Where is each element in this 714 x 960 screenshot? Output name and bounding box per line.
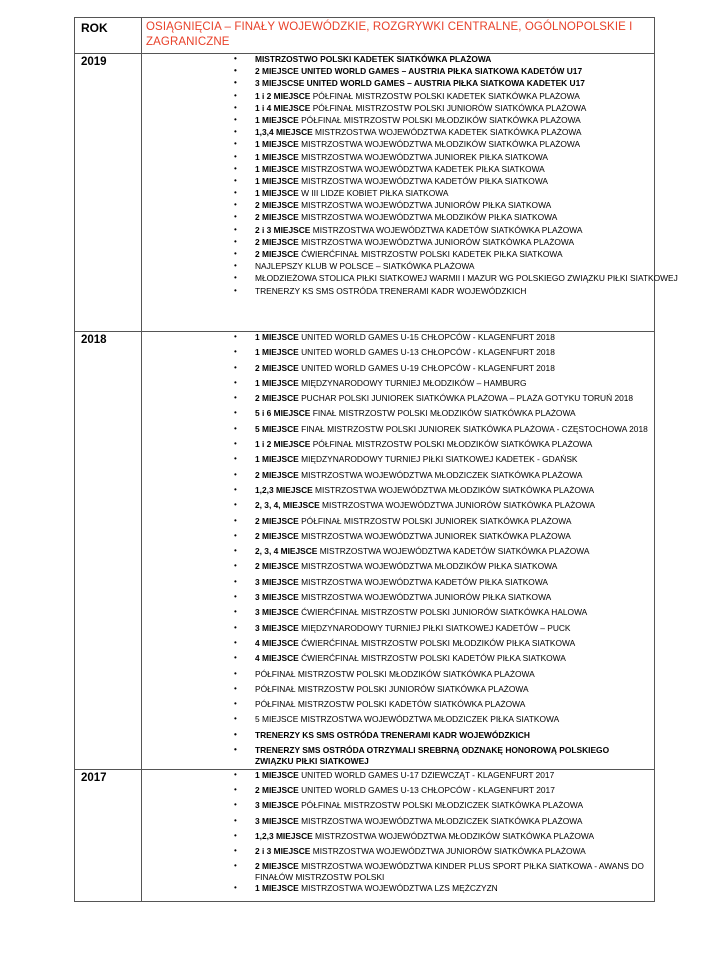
bullet-icon: • [234, 815, 237, 825]
list-item [142, 816, 654, 831]
list-item [142, 669, 654, 684]
achievement-description: PÓŁFINAŁ MISTRZOSTW POLSKI JUNIORÓW SIATKÓWKA PLAŻOWA [255, 683, 529, 694]
list-item [142, 225, 654, 237]
list-item [142, 745, 654, 769]
achievement-description: PÓŁFINAŁ MISTRZOSTW POLSKI JUNIOREK SIATKÓWKA PLAŻOWA [298, 515, 572, 526]
bullet-icon: • [234, 729, 237, 739]
list-item [142, 883, 654, 898]
achievement-placement: 2 MIEJSCE [255, 200, 299, 211]
bullet-icon: • [234, 668, 237, 678]
achievement-placement: 1 MIEJSCE [255, 175, 299, 186]
achievement-placement: 5 i 6 MIEJSCE [255, 408, 311, 419]
achievement-placement: 2 MIEJSCE [255, 515, 299, 526]
bullet-icon: • [234, 576, 237, 586]
bullet-icon: • [234, 683, 237, 693]
list-item [142, 408, 654, 423]
bullet-icon: • [234, 362, 237, 372]
achievement-placement: 1,2,3 MIEJSCE [255, 830, 313, 841]
bullet-icon: • [234, 377, 237, 387]
achievement-description: TRENERZY KS SMS OSTRÓDA TRENERAMI KADR WOJEWÓDZKICH [255, 285, 527, 296]
achievement-placement: TRENERZY KS SMS OSTRÓDA TRENERAMI KADR WOJEWÓDZKICH [255, 729, 530, 740]
achievement-placement: 1 MIEJSCE [255, 332, 299, 342]
achievement-description: FINAŁ MISTRZOSTW POLSKI JUNIOREK SIATKÓWKA PLAŻOWA - CZĘSTOCHOWA 2018 [298, 423, 648, 434]
list-item [142, 846, 654, 861]
achievement-placement: 2 MIEJSCE [255, 469, 299, 480]
bullet-icon: • [234, 530, 237, 540]
achievement-description: MISTRZOSTWA WOJEWÓDZTWA MŁODZIKÓW SIATKÓWKA PLAŻOWA [298, 139, 581, 150]
achievement-description: PÓŁFINAŁ MISTRZOSTW POLSKI MŁODZIKÓW SIATKÓWKA PLAŻOWA [255, 668, 535, 679]
bullet-icon: • [234, 54, 237, 63]
header-title-cell [142, 18, 655, 54]
bullet-icon: • [234, 515, 237, 525]
list-item [142, 286, 654, 298]
achievement-description: 5 MIEJSCE MISTRZOSTWA WOJEWÓDZTWA MŁODZICZEK PIŁKA SIATKOWA [255, 714, 560, 725]
achievement-description: UNITED WORLD GAMES U-19 CHŁOPCÓW - KLAGENFURT 2018 [298, 362, 555, 373]
list-item [142, 237, 654, 249]
bullet-icon: • [234, 561, 237, 571]
bullet-icon: • [234, 546, 237, 556]
bullet-icon: • [234, 139, 237, 149]
list-item [142, 200, 654, 212]
year-label: 2018 [81, 334, 107, 346]
achievement-placement: 2 i 3 MIEJSCE [255, 845, 311, 856]
bullet-icon: • [234, 845, 237, 855]
list-item [142, 714, 654, 729]
achievement-placement: 2 MIEJSCE [255, 393, 299, 404]
list-item [142, 561, 654, 576]
list-item [142, 115, 654, 127]
achievement-description: MISTRZOSTWA WOJEWÓDZTWA JUNIORÓW SIATKÓWKA PLAŻOWA [310, 845, 586, 856]
achievement-placement: 4 MIEJSCE [255, 653, 299, 664]
achievement-placement: 1 i 2 MIEJSCE [255, 439, 311, 450]
achievements-cell [142, 770, 655, 902]
achievement-description: MISTRZOSTWA WOJEWÓDZTWA JUNIORÓW SIATKÓWKA PLAŻOWA [319, 500, 595, 511]
bullet-icon: • [234, 332, 237, 341]
achievement-description: UNITED WORLD GAMES U-13 CHŁOPCÓW - KLAGENFURT 2017 [298, 785, 555, 796]
achievement-description: MISTRZOSTWA WOJEWÓDZTWA KINDER PLUS SPORT PIŁKA SIATKOWA - AWANS DO FINAŁÓW MISTRZOSTW POLSKI [255, 861, 644, 882]
bullet-icon: • [234, 78, 237, 88]
bullet-icon: • [234, 66, 237, 76]
list-item [142, 638, 654, 653]
achievement-placement: TRENERZY SMS OSTRÓDA OTRZYMALI SREBRNĄ ODZNAKĘ HONOROWĄ POLSKIEGO ZWIĄZKU PIŁKI SIATKOWEJ [255, 745, 610, 766]
achievement-placement: 1 i 4 MIEJSCE [255, 102, 311, 113]
achievement-placement: 5 MIEJSCE [255, 423, 299, 434]
achievements-table [74, 17, 678, 902]
bullet-icon: • [234, 393, 237, 403]
achievement-description: MISTRZOSTWA WOJEWÓDZTWA MŁODZICZEK SIATKÓWKA PLAŻOWA [298, 469, 583, 480]
achievement-placement: 1 MIEJSCE [255, 770, 299, 781]
list-item [142, 261, 654, 273]
year-row-2017 [75, 770, 655, 902]
header-row [75, 18, 655, 54]
achievement-description: MIĘDZYNARODOWY TURNIEJ PIŁKI SIATKOWEJ KADETEK - GDAŃSK [298, 454, 578, 465]
bullet-icon: • [234, 699, 237, 709]
achievement-placement: 1 MIEJSCE [255, 377, 299, 388]
bullet-icon: • [234, 408, 237, 418]
bullet-icon: • [234, 423, 237, 433]
achievement-description: MISTRZOSTWA WOJEWÓDZTWA KADETÓW PIŁKA SIATKOWA [298, 175, 549, 186]
achievement-description: MISTRZOSTWA WOJEWÓDZTWA KADETÓW PIŁKA SIATKOWA [298, 576, 549, 587]
bullet-icon: • [234, 224, 237, 234]
achievement-description: ĆWIERĆFINAŁ MISTRZOSTW POLSKI JUNIORÓW SIATKÓWKA HALOWA [298, 607, 588, 618]
achievement-description: W III LIDZE KOBIET PIŁKA SIATKOWA [298, 188, 449, 199]
bullet-icon: • [234, 273, 237, 283]
bullet-icon: • [234, 102, 237, 112]
achievement-placement: 1 MIEJSCE [255, 347, 299, 358]
list-item [142, 454, 654, 469]
bullet-icon: • [234, 800, 237, 810]
header-year-cell [75, 18, 142, 54]
achievement-list [142, 770, 654, 898]
achievement-list [142, 54, 678, 298]
list-item [142, 212, 654, 224]
achievement-placement: 3 MIEJSCE [255, 815, 299, 826]
bullet-icon: • [234, 163, 237, 173]
achievement-placement: 1,2,3 MIEJSCE [255, 484, 313, 495]
achievement-description: MISTRZOSTWA WOJEWÓDZTWA MŁODZICZEK SIATKÓWKA PLAŻOWA [298, 815, 583, 826]
achievement-placement: 3 MIEJSCE [255, 622, 299, 633]
achievements-cell [142, 332, 655, 770]
list-item [142, 577, 654, 592]
bullet-icon: • [234, 114, 237, 124]
bullet-icon: • [234, 175, 237, 185]
year-label: 2017 [81, 772, 107, 785]
achievement-placement: MISTRZOSTWO POLSKI KADETEK SIATKÓWKA PLAŻOWA [255, 54, 492, 64]
list-item [142, 531, 654, 546]
list-item [142, 861, 654, 883]
bullet-icon: • [234, 770, 237, 780]
achievement-description: UNITED WORLD GAMES U-13 CHŁOPCÓW - KLAGENFURT 2018 [298, 347, 555, 358]
list-item [142, 91, 654, 103]
achievement-description: MISTRZOSTWA WOJEWÓDZTWA JUNIORÓW PIŁKA SIATKOWA [298, 592, 552, 603]
list-item [142, 592, 654, 607]
bullet-icon: • [234, 90, 237, 100]
achievement-placement: 1 MIEJSCE [255, 163, 299, 174]
bullet-icon: • [234, 484, 237, 494]
bullet-icon: • [234, 285, 237, 295]
achievement-description: UNITED WORLD GAMES U-15 CHŁOPCÓW - KLAGENFURT 2018 [298, 332, 555, 342]
list-item [142, 485, 654, 500]
achievement-description: PÓŁFINAŁ MISTRZOSTW POLSKI MŁODZICZEK SIATKÓWKA PLAŻOWA [298, 800, 584, 811]
achievement-placement: 2 MIEJSCE [255, 785, 299, 796]
bullet-icon: • [234, 714, 237, 724]
achievement-description: PÓŁFINAŁ MISTRZOSTW POLSKI KADETEK SIATKÓWKA PLAŻOWA [310, 90, 580, 101]
achievement-description: MISTRZOSTWA WOJEWÓDZTWA LZS MĘŻCZYZN [298, 883, 498, 894]
bullet-icon: • [234, 883, 237, 893]
achievement-description: PÓŁFINAŁ MISTRZOSTW POLSKI MŁODZIKÓW SIATKÓWKA PLAŻOWA [310, 439, 593, 450]
achievement-placement: 2, 3, 4 MIEJSCE [255, 546, 318, 557]
achievement-placement: 2, 3, 4, MIEJSCE [255, 500, 320, 511]
bullet-icon: • [234, 637, 237, 647]
achievements-cell [142, 54, 678, 332]
achievement-description: MISTRZOSTWA WOJEWÓDZTWA MŁODZIKÓW PIŁKA SIATKOWA [298, 561, 558, 572]
achievement-placement: 1 MIEJSCE [255, 188, 299, 199]
list-item [142, 347, 654, 362]
achievement-placement: 2 MIEJSCE [255, 362, 299, 373]
year-cell [75, 54, 142, 332]
list-item [142, 500, 654, 515]
list-item [142, 424, 654, 439]
achievement-placement: 2 MIEJSCE [255, 236, 299, 247]
bullet-icon: • [234, 830, 237, 840]
achievement-description: ĆWIERĆFINAŁ MISTRZOSTW POLSKI MŁODZIKÓW PIŁKA SIATKOWA [298, 637, 576, 648]
list-item [142, 439, 654, 454]
achievement-placement: 3 MIEJSCE [255, 592, 299, 603]
achievement-placement: 1 MIEJSCE [255, 151, 299, 162]
achievement-description: MISTRZOSTWA WOJEWÓDZTWA MŁODZIKÓW SIATKÓWKA PLAŻOWA [312, 830, 595, 841]
achievement-placement: 1 MIEJSCE [255, 114, 299, 125]
bullet-icon: • [234, 592, 237, 602]
achievement-placement: 2 MIEJSCE [255, 561, 299, 572]
list-item [142, 699, 654, 714]
list-item [142, 66, 654, 78]
list-item [142, 831, 654, 846]
achievement-placement: 1 MIEJSCE [255, 454, 299, 465]
achievement-description: MISTRZOSTWA WOJEWÓDZTWA KADETEK SIATKÓWKA PLAŻOWA [312, 127, 582, 138]
list-item [142, 684, 654, 699]
list-item [142, 516, 654, 531]
bullet-icon: • [234, 469, 237, 479]
achievement-placement: 1 MIEJSCE [255, 883, 299, 894]
achievement-description: MISTRZOSTWA WOJEWÓDZTWA JUNIOREK SIATKÓWKA PLAŻOWA [298, 530, 571, 541]
bullet-icon: • [234, 607, 237, 617]
achievement-description: MISTRZOSTWA WOJEWÓDZTWA JUNIORÓW PIŁKA SIATKOWA [298, 200, 552, 211]
achievement-description: MISTRZOSTWA WOJEWÓDZTWA JUNIORÓW SIATKÓWKA PLAŻOWA [298, 236, 575, 247]
achievement-placement: 4 MIEJSCE [255, 637, 299, 648]
achievement-list [142, 332, 654, 769]
bullet-icon: • [234, 439, 237, 449]
achievement-description: PUCHAR POLSKI JUNIOREK SIATKÓWKA PLAŻOWA – PLAŻA GOTYKU TORUŃ 2018 [298, 393, 634, 404]
year-row-2018 [75, 332, 655, 770]
achievement-placement: 3 MIEJSCE [255, 576, 299, 587]
achievement-placement: 1,3,4 MIEJSCE [255, 127, 313, 138]
list-item [142, 127, 654, 139]
achievement-placement: 2 MIEJSCE [255, 249, 299, 259]
achievement-description: MISTRZOSTWA WOJEWÓDZTWA KADETÓW SIATKÓWKA PLAŻOWA [317, 546, 590, 557]
achievement-placement: 1 MIEJSCE [255, 139, 299, 150]
list-item [142, 54, 654, 66]
list-item [142, 188, 654, 200]
list-item [142, 378, 654, 393]
achievement-placement: 3 MIEJSCSE UNITED WORLD GAMES – AUSTRIA PIŁKA SIATKOWA KADETEK U17 [255, 78, 585, 89]
list-item [142, 176, 654, 188]
achievement-placement: 2 i 3 MIEJSCE [255, 224, 311, 235]
list-item [142, 770, 654, 785]
bullet-icon: • [234, 200, 237, 210]
bullet-icon: • [234, 261, 237, 271]
achievement-description: MIĘDZYNARODOWY TURNIEJ MŁODZIKÓW – HAMBURG [298, 377, 527, 388]
bullet-icon: • [234, 347, 237, 357]
list-item [142, 363, 654, 378]
achievement-description: NAJLEPSZY KLUB W POLSCE – SIATKÓWKA PLAŻOWA [255, 261, 475, 272]
achievement-description: UNITED WORLD GAMES U-17 DZIEWCZĄT - KLAGENFURT 2017 [298, 770, 555, 781]
achievement-placement: 2 MIEJSCE [255, 212, 299, 223]
achievement-placement: 2 MIEJSCE UNITED WORLD GAMES – AUSTRIA PIŁKA SIATKOWA KADETÓW U17 [255, 66, 583, 77]
list-item [142, 273, 678, 285]
year-cell [75, 332, 142, 770]
bullet-icon: • [234, 861, 237, 871]
achievement-description: ĆWIERĆFINAŁ MISTRZOSTW POLSKI KADETÓW PIŁKA SIATKOWA [298, 653, 566, 664]
achievement-placement: 2 MIEJSCE [255, 861, 299, 872]
year-cell [75, 770, 142, 902]
achievement-placement: 1 i 2 MIEJSCE [255, 90, 311, 101]
achievement-description: PÓŁFINAŁ MISTRZOSTW POLSKI JUNIORÓW SIATKÓWKA PLAŻOWA [310, 102, 587, 113]
list-item [142, 332, 654, 347]
header-title: OSIĄGNIĘCIA – FINAŁY WOJEWÓDZKIE, ROZGRYWKI CENTRALNE, OGÓLNOPOLSKIE I ZAGRANICZNE [146, 21, 633, 48]
achievement-description: ĆWIERĆFINAŁ MISTRZOSTW POLSKI KADETEK PIŁKA SIATKOWA [298, 249, 563, 259]
list-item [142, 653, 654, 668]
bullet-icon: • [234, 236, 237, 246]
list-item [142, 249, 654, 261]
list-item [142, 78, 654, 90]
list-item [142, 800, 654, 815]
bullet-icon: • [234, 127, 237, 137]
list-item [142, 607, 654, 622]
list-item [142, 785, 654, 800]
achievement-placement: 2 MIEJSCE [255, 530, 299, 541]
achievement-description: MISTRZOSTWA WOJEWÓDZTWA MŁODZIKÓW SIATKÓWKA PLAŻOWA [312, 484, 595, 495]
list-item [142, 103, 654, 115]
list-item [142, 393, 654, 408]
achievement-description: PÓŁFINAŁ MISTRZOSTW POLSKI MŁODZIKÓW SIATKÓWKA PLAŻOWA [298, 114, 581, 125]
bullet-icon: • [234, 785, 237, 795]
list-item [142, 470, 654, 485]
bullet-icon: • [234, 745, 237, 755]
bullet-icon: • [234, 249, 237, 258]
year-row-2019 [75, 54, 655, 332]
achievement-description: MISTRZOSTWA WOJEWÓDZTWA MŁODZIKÓW PIŁKA SIATKOWA [298, 212, 558, 223]
list-item [142, 546, 654, 561]
list-item [142, 139, 654, 151]
list-item [142, 152, 654, 164]
achievement-placement: 3 MIEJSCE [255, 800, 299, 811]
achievement-description: MISTRZOSTWA WOJEWÓDZTWA KADETÓW SIATKÓWKA PLAŻOWA [310, 224, 583, 235]
achievement-description: MISTRZOSTWA WOJEWÓDZTWA JUNIOREK PIŁKA SIATKOWA [298, 151, 549, 162]
bullet-icon: • [234, 151, 237, 161]
bullet-icon: • [234, 454, 237, 464]
achievement-description: MIĘDZYNARODOWY TURNIEJ PIŁKI SIATKOWEJ KADETÓW – PUCK [298, 622, 571, 633]
achievement-placement: 3 MIEJSCE [255, 607, 299, 618]
bullet-icon: • [234, 500, 237, 510]
achievement-description: MISTRZOSTWA WOJEWÓDZTWA KADETEK PIŁKA SIATKOWA [298, 163, 545, 174]
bullet-icon: • [234, 188, 237, 198]
list-item [142, 623, 654, 638]
achievement-description: MŁODZIEŻOWA STOLICA PIŁKI SIATKOWEJ WARMII I MAZUR WG POLSKIEGO ZWIĄZKU PIŁKI SIATKOWEJ [255, 273, 678, 284]
list-item [142, 730, 654, 745]
header-year-label: ROK [81, 21, 108, 35]
list-item [142, 164, 654, 176]
bullet-icon: • [234, 212, 237, 222]
achievement-description: PÓŁFINAŁ MISTRZOSTW POLSKI KADETÓW SIATKÓWKA PLAŻOWA [255, 699, 526, 710]
achievement-description: FINAŁ MISTRZOSTW POLSKI MŁODZIKÓW SIATKÓWKA PLAŻOWA [310, 408, 576, 419]
bullet-icon: • [234, 653, 237, 663]
year-label: 2019 [81, 56, 107, 68]
bullet-icon: • [234, 622, 237, 632]
